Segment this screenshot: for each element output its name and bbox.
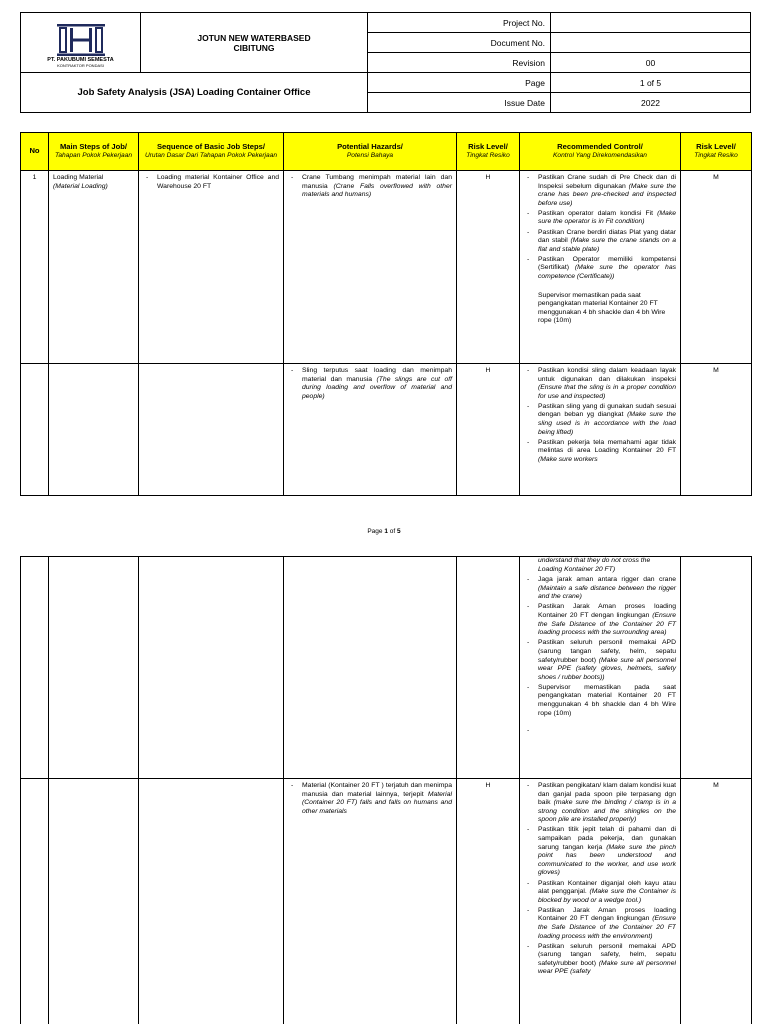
hazard-cell: - Material (Kontainer 20 FT ) terjatuh dan menimpa manusia dan material lainnya, terjepit Material (Container 20 FT) falls and falls on humans and other materials — [284, 779, 457, 1024]
risk-level-cell: H — [457, 779, 520, 1024]
hazard-cell: - Crane Tumbang menimpah material lain dan manusia (Crane Falls overflowed with other materials and humans) — [284, 171, 457, 364]
table-row — [21, 171, 752, 364]
field-label: Document No. — [368, 33, 551, 53]
field-value: 2022 — [551, 93, 751, 113]
col-header-recommended-control: Recommended Control/ Kontrol Yang Direkomendasikan — [520, 133, 681, 171]
field-value: 00 — [551, 53, 751, 73]
page-number-footer: Page 1 of 5 — [367, 528, 401, 535]
field-label: Page — [368, 73, 551, 93]
col-header-hazards: Potential Hazards/ Potensi Bahaya — [284, 133, 457, 171]
document-title: Job Safety Analysis (JSA) Loading Container Office — [21, 73, 368, 113]
row-number: 1 — [21, 171, 49, 364]
field-value — [551, 13, 751, 33]
residual-risk-cell: M — [681, 779, 752, 1024]
residual-risk-cell: M — [681, 364, 752, 496]
control-cell: understand that they do not cross the Loading Kontainer 20 FT) - Jaga jarak aman antara rigger dan crane (Maintain a safe distance between the rigger and the crane) - Pastikan Jarak Aman proses loading Kontainer 20 FT dengan lingkungan (Ensure the Safe Distance of the Container 20 FT loading process with the surrounding area) - Pastikan seluruh personil memakai APD (sarung tangan safety, helm, sepatu safety/rubber boot) (Make sure all personnel wear PPE (safety gloves, helmets, safety shoes / rubber boots)) - Supervisor memastikan pada saat pengangkatan material Kontainer 20 FT menggunakan 4 bh shackle dan 4 bh Wire rope (10m) - — [520, 557, 681, 779]
pakubumi-logo-icon — [57, 24, 105, 56]
company-name: PT. PAKUBUMI SEMESTA — [47, 56, 114, 63]
residual-risk-cell: M — [681, 171, 752, 364]
control-cell: - Pastikan kondisi sling dalam keadaan layak untuk digunakan dan dilakukan inspeksi (Ensure that the sling is in a proper condition for use and inspected) - Pastikan sling yang di gunakan sudah sesuai dengan beban yg diangkat (Make sure the sling used is in accordance with the load being lifted) - Pastikan pekerja tela memahami agar tidak melintas di area Loading Kontainer 20 FT (Make sure workers — [520, 364, 681, 496]
sequence-cell: - Loading material Kontainer Office and Warehouse 20 FT — [139, 171, 284, 364]
col-header-main-steps: Main Steps of Job/ Tahapan Pokok Pekerjaan — [49, 133, 139, 171]
field-label: Project No. — [368, 13, 551, 33]
company-logo-cell — [21, 13, 141, 73]
table-header-row — [21, 133, 752, 171]
col-header-risk-level: Risk Level/ Tingkat Resiko — [457, 133, 520, 171]
field-value — [551, 33, 751, 53]
table-row — [21, 364, 752, 496]
document-header — [20, 12, 751, 113]
control-cell: - Pastikan pengikatan/ klam dalam kondisi kuat dan ganjal pada spoon pile terpasang dgn baik (make sure the binding / clamp is in a strong condition and the shingles on the spoon pile are installed properly) - Pastikan titik jepit telah di pahami dan di sampaikan pada pekerja, dan gunakan sarung tangan kerja (Make sure the pinch point has been understood and communicated to the worker, and use work gloves) - Pastikan Kontainer diganjal oleh kayu atau alat pengganjal. (Make sure the Container is blocked by wood or a wedge tool.) - Pastikan Jarak Aman proses loading Kontainer 20 FT dengan lingkungan (Ensure the Safe Distance of the Container 20 FT loading process with the environment) - Pastikan seluruh personil memakai APD (sarung tangan safety, helm, sepatu safety/rubber boot) (Make sure all personnel wear PPE (safety — [520, 779, 681, 1024]
hazard-cell: - Sling terputus saat loading dan menimpah material dan manusia (The slings are cut off during loading and overflow of material and people) — [284, 364, 457, 496]
col-header-risk-level-after: Risk Level/ Tingkat Resiko — [681, 133, 752, 171]
table-row — [21, 557, 752, 779]
company-subtitle: KONTRAKTOR PONDASI — [57, 62, 104, 68]
table-row — [21, 779, 752, 1024]
supervisor-note: Supervisor memastikan pada saat pengangkatan material Kontainer 20 FT menggunakan 4 bh shackle dan 4 bh Wire rope (10m) — [538, 291, 666, 325]
main-step-cell: Loading Material (Material Loading) — [49, 171, 139, 364]
risk-level-cell: H — [457, 364, 520, 496]
field-value: 1 of 5 — [551, 73, 751, 93]
col-header-sequence: Sequence of Basic Job Steps/ Urutan Dasar Dari Tahapan Pokok Pekerjaan — [139, 133, 284, 171]
col-header-no: No — [21, 133, 49, 171]
field-label: Issue Date — [368, 93, 551, 113]
jsa-table-page1 — [20, 132, 752, 496]
jsa-table-page2 — [20, 556, 752, 1024]
risk-level-cell: H — [457, 171, 520, 364]
project-title: JOTUN NEW WATERBASED CIBITUNG — [141, 13, 368, 73]
field-label: Revision — [368, 53, 551, 73]
control-cell: - Pastikan Crane sudah di Pre Check dan di Inspeksi sebelum digunakan (Make sure the crane has been pre-checked and inspected before use) - Pastikan operator dalam kondisi Fit (Make sure the operator is in Fit condition) - Pastikan Crane berdiri diatas Plat yang datar dan stabil (Make sure the crane stands on a flat and stable plate) - Pastikan Operator memiliki kompetensi (Sertifikat) (Make sure the operator has competence (Certificate)) Supervisor memastikan pada saat pengangkatan material Kontainer 20 FT menggunakan 4 bh shackle dan 4 bh Wire rope (10m) — [520, 171, 681, 364]
